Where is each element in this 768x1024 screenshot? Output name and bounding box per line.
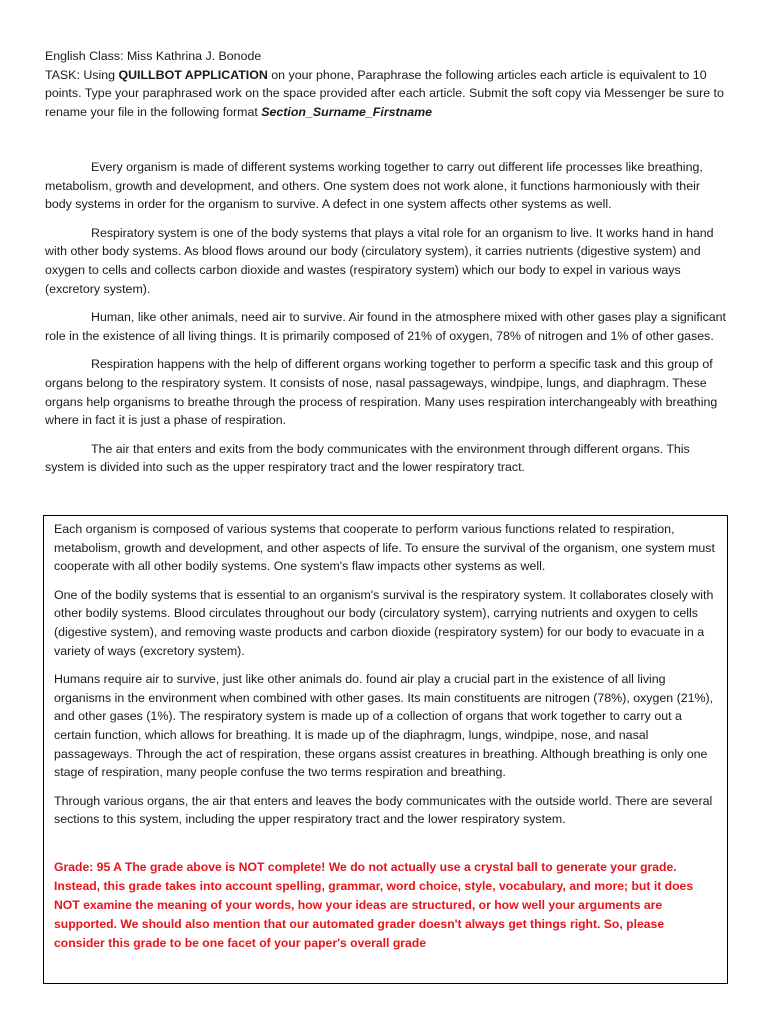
file-name-format: Section_Surname_Firstname <box>261 104 433 119</box>
class-teacher-line: English Class: Miss Kathrina J. Bonode <box>45 49 262 63</box>
article-paragraph: Every organism is made of different systems working together to carry out different life processes like breathing, metabolism, growth and development, and others. One system does not work alone, it functions harmoniously with their body systems in order for the organism to survive. A defect in one system affects other systems as well. <box>45 160 703 212</box>
grade-feedback: Grade: 95 A The grade above is NOT complete! We do not actually use a crystal ball to generate your grade. Instead, this grade takes into account spelling, grammar, word choice, style, vocabulary, and more; but it does NOT examine the meaning of your words, how your ideas are structured, or how well your arguments are supported. We should also mention that our automated grader doesn't always get things right. So, please consider this grade to be one facet of your paper's overall grade <box>54 859 694 950</box>
answer-paragraph: Each organism is composed of various systems that cooperate to perform various functions related to respiration, metabolism, growth and development, and other aspects of life. To ensure the survival of the organism, one system must cooperate with all other bodily systems. One system's flaw impacts other systems as well. <box>54 522 715 574</box>
article-paragraph: The air that enters and exits from the body communicates with the environment through different organs. This system is divided into such as the upper respiratory tract and the lower respiratory tract. <box>45 441 690 475</box>
answer-paragraph: Through various organs, the air that enters and leaves the body communicates with the outside world. There are several sections to this system, including the upper respiratory tract and the lower respiratory system. <box>54 793 713 827</box>
assignment-header <box>45 47 735 121</box>
task-body: on your phone, Paraphrase the following articles each article is equivalent to 10 points. Type your paraphrased work on the space provided after each article. Submit the soft copy via Messenger be sure to rename your file in the following format <box>45 67 724 119</box>
paraphrase-answer-box[interactable] <box>43 515 728 984</box>
source-article <box>45 158 730 487</box>
article-paragraph: Human, like other animals, need air to survive. Air found in the atmosphere mixed with other gases play a significant role in the existence of all living things. It is primarily composed of 21% of oxygen, 78% of nitrogen and 1% of other gases. <box>45 310 727 343</box>
task-prefix: TASK: Using <box>45 67 119 82</box>
article-paragraph: Respiration happens with the help of different organs working together to perform a specific task and this group of organs belong to the respiratory system. It consists of nose, nasal passageways, windpipe, lungs, and diaphragm. These organs help organisms to breathe through the process of respiration. Many uses respiration interchangeably with breathing where in fact it is just a phase of respiration. <box>45 357 718 428</box>
task-instructions <box>45 66 735 122</box>
answer-paragraph: Humans require air to survive, just like other animals do. found air play a crucial part in the existence of all living organisms in the environment when combined with other gases. Its main constituents are nitrogen (78%), oxygen (21%), and other gases (1%). The respiratory system is made up of a collection of organs that work together to carry out a certain function, which allows for breathing. It is made up of the diaphragm, lungs, windpipe, nose, and nasal passageways. Through the act of respiration, these organs assist creatures in breathing. Although breathing is only one stage of respiration, many people confuse the two terms respiration and breathing. <box>54 672 714 780</box>
article-paragraph: Respiratory system is one of the body systems that plays a vital role for an organism to live. It works hand in hand with other body systems. As blood flows around our body (circulatory system), it carries nutrients (digestive system) and oxygen to cells and collects carbon dioxide and wastes (respiratory system) which our body to expel in various ways (excretory system). <box>45 225 714 296</box>
task-app-name: QUILLBOT APPLICATION <box>118 67 268 82</box>
answer-paragraph: One of the bodily systems that is essential to an organism's survival is the respiratory system. It collaborates closely with other bodily systems. Blood circulates throughout our body (circulatory system), carrying nutrients and oxygen to cells (digestive system), and removing waste products and carbon dioxide (respiratory system) for our body to evacuate in a variety of ways (excretory system). <box>54 587 714 658</box>
